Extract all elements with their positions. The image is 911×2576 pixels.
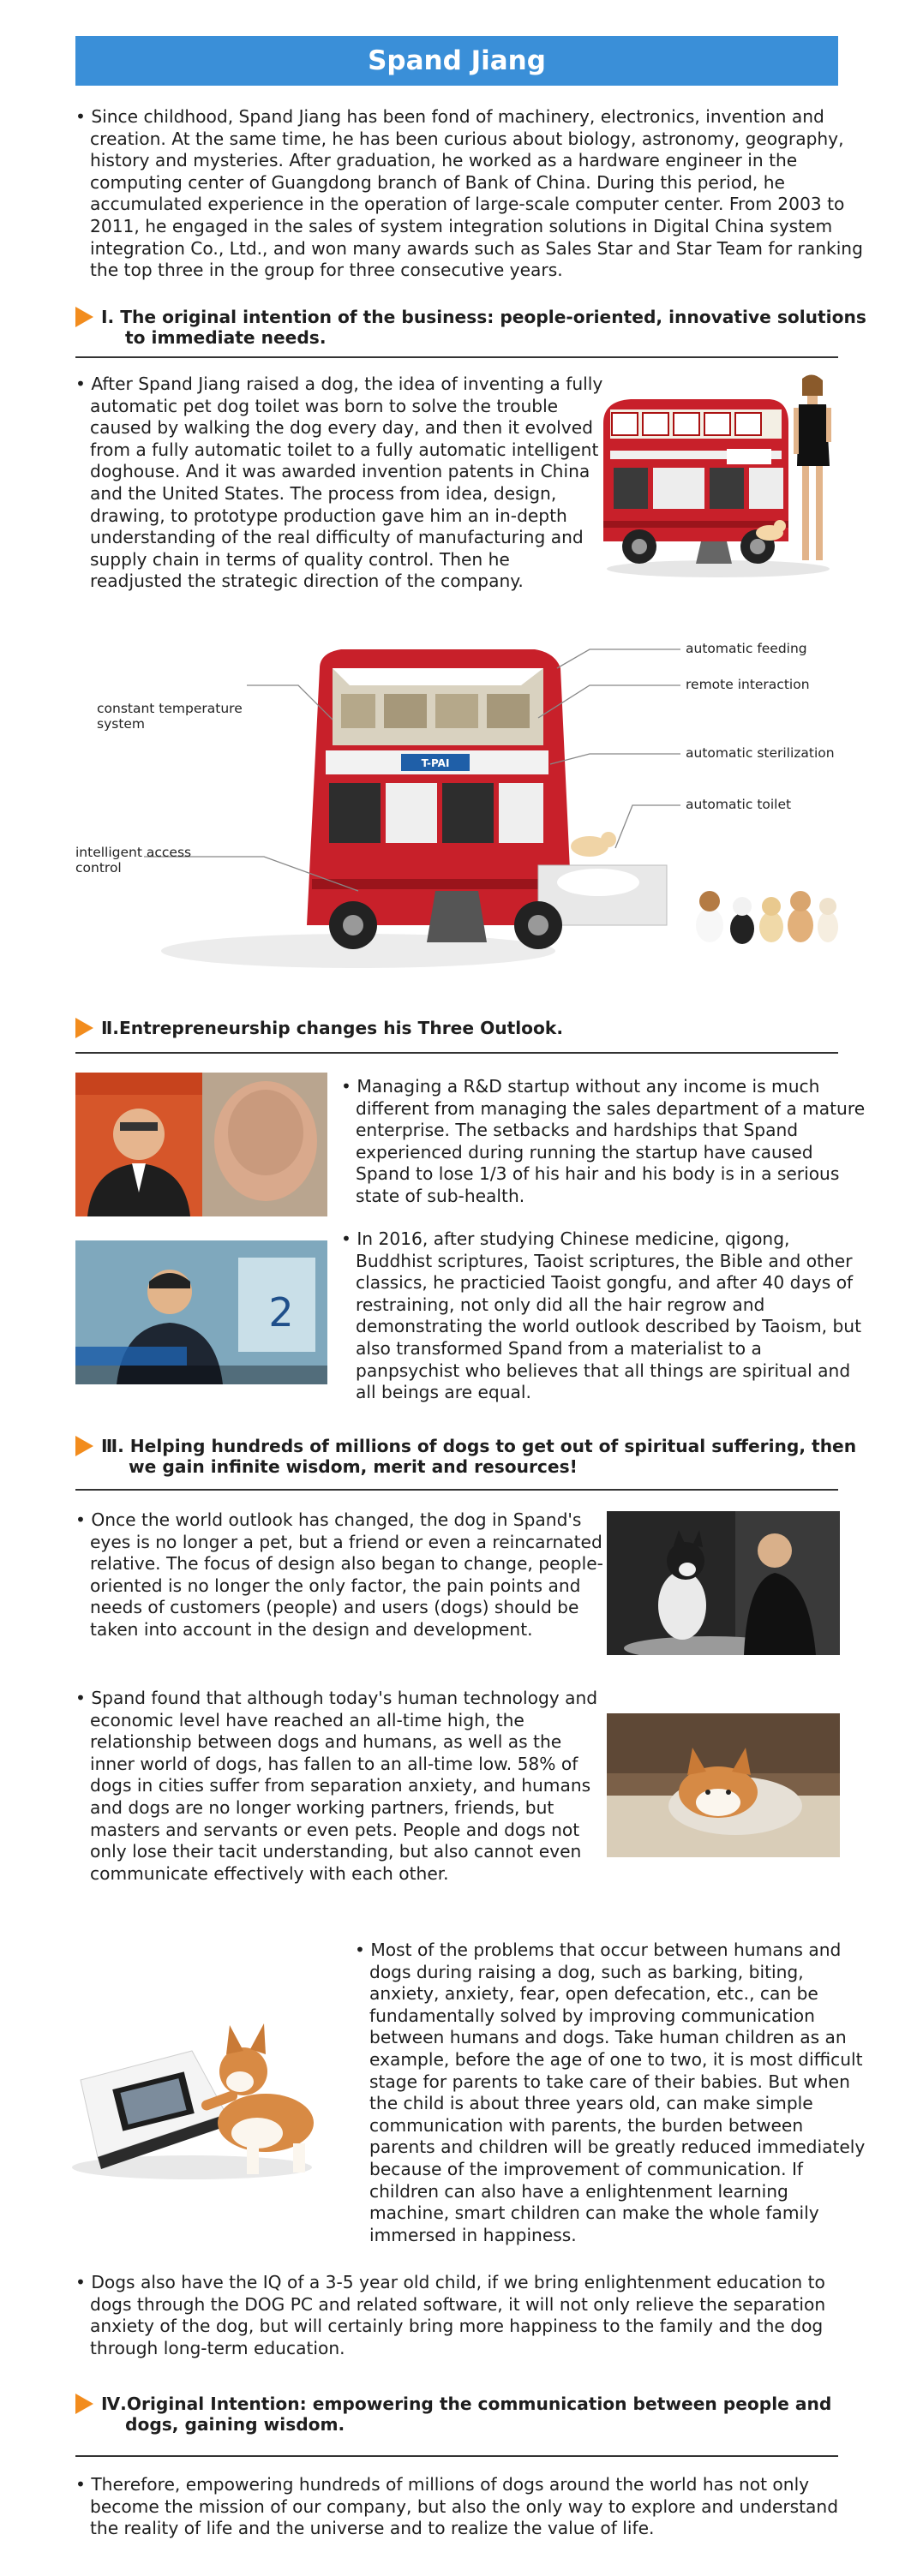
section-3-paragraph-2: • Spand found that although today's human technology and economic level have reached an all-time high, the relationship between dogs and humans, as well as the inner world of dogs, has fallen to an all-time low. 58% of dogs in cities suffer from separation anxiety, and humans and dogs are no longer working partners, friends, but masters and servants or even pets. People and dogs not only lose their tacit understanding, but also cannot even communicate effectively with each other. [75, 1688, 598, 1884]
section-2-paragraph-1: • Managing a R&D startup without any income is much different from managing the sales department of a mature enterprise. The setbacks and hardships that Spand experienced during running the startup have caused Spand to lose 1/3 of his hair and his body is in a serious state of sub-health. [341, 1076, 866, 1206]
label-remote-interaction: remote interaction [686, 677, 810, 692]
section-3-paragraph-3: • Most of the problems that occur between humans and dogs during raising a dog, such as barking, biting, anxiety, anxiety, fear, open defecation, etc., can be fundamentally solved by improving communication between humans and dogs. Take human children as an example, before the age of one to two, it is most difficult stage for parents to take care of their babies. But when the child is about three years old, can make simple communication with parents, the burden between parents and children will be greatly reduced immediately because of the improvement of communication. If children can also have a enlightenment learning machine, smart children can make the whole family immersed in happiness. [355, 1939, 866, 2245]
section-1-heading: Ⅰ. The original intention of the business: people-oriented, innovative solutions to immediate needs. [101, 307, 866, 348]
section-2-paragraph-2: • In 2016, after studying Chinese medicine, qigong, Buddhist scriptures, Taoist scriptures, the Bible and other classics, he practicied Taoist gongfu, and after 40 days of restraining, not only did all the hair regrow and demonstrating the world outlook described by Taoism, but also transformed Spand from a materialist to a panpsychist who believes that all things are spiritual and all beings are equal. [341, 1228, 861, 1403]
man-with-dog-photo [607, 1511, 840, 1655]
section-4-heading: Ⅳ.Original Intention: empowering the communication between people and dogs, gaining wisdom. [101, 2394, 832, 2435]
heading-triangle-icon [75, 307, 93, 327]
doghouse-with-model-photo [598, 370, 840, 583]
heading-triangle-icon [75, 2394, 93, 2414]
label-intelligent-access: intelligent access control [75, 845, 192, 876]
label-constant-temperature: constant temperature system [97, 701, 243, 732]
heading-triangle-icon [75, 1018, 93, 1038]
section-3-paragraph-1: • Once the world outlook has changed, the dog in Spand's eyes is no longer a pet, but a friend or even a reincarnated relative. The focus of design also began to change, people-oriented is no longer the only factor, the pain points and needs of customers (people) and users (dogs) should be taken into account in the design and development. [75, 1509, 603, 1640]
label-automatic-sterilization: automatic sterilization [686, 745, 835, 761]
page-title: Spand Jiang [75, 36, 838, 86]
hair-loss-photo [75, 1073, 327, 1216]
background-number: 2 [268, 1289, 294, 1336]
section-1-paragraph: • After Spand Jiang raised a dog, the idea of inventing a fully automatic pet dog toilet was born to solve the trouble caused by walking the dog every day, and then it evolved from a fully automatic toilet to a fully automatic intelligent doghouse. And it was awarded invention patents in China and the United States. The process from idea, design, drawing, to prototype production gave him an in-depth understanding of the real difficulty of manufacturing and supply chain in terms of quality control. Then he readjusted the strategic direction of the company. [75, 374, 603, 592]
section-3-paragraph-4: • Dogs also have the IQ of a 3-5 year old child, if we bring enlightenment education to dogs through the DOG PC and related software, it will not only relieve the separation anxiety of the dog, but will certainly bring more happiness to the family and the dog through long-term education. [75, 2272, 826, 2358]
corgi-dog-pc-photo [63, 1986, 346, 2191]
section-3-heading: Ⅲ. Helping hundreds of millions of dogs to get out of spiritual suffering, then we gain infinite wisdom, merit and resources! [101, 1436, 857, 1477]
section-divider [75, 2455, 838, 2457]
sad-corgi-photo [607, 1713, 840, 1857]
bus-brand-text: T-PAI [421, 757, 450, 769]
heading-triangle-icon [75, 1436, 93, 1456]
section-4-paragraph: • Therefore, empowering hundreds of millions of dogs around the world has not only become the mission of our company, but also the only way to explore and understand the reality of life and the universe and to realize the value of life. [75, 2474, 839, 2539]
section-2-heading: Ⅱ.Entrepreneurship changes his Three Outlook. [101, 1018, 564, 1038]
intro-paragraph: • Since childhood, Spand Jiang has been fond of machinery, electronics, invention and creation. At the same time, he has been curious about biology, astronomy, geography, history and mysteries. After graduation, he worked as a hardware engineer in the computing center of Guangdong branch of Bank of China. During this period, he accumulated experience in the operation of large-scale computer center. From 2003 to 2011, he engaged in the sales of system integration solutions in Digital China system integration Co., Ltd., and won many awards such as Sales Star and Star Team for ranking the top three in the group for three consecutive years. [75, 106, 863, 281]
label-automatic-feeding: automatic feeding [686, 641, 807, 656]
section-divider [75, 356, 838, 358]
label-automatic-toilet: automatic toilet [686, 797, 792, 812]
section-divider [75, 1489, 838, 1491]
section-divider [75, 1052, 838, 1054]
interview-photo [75, 1240, 327, 1384]
